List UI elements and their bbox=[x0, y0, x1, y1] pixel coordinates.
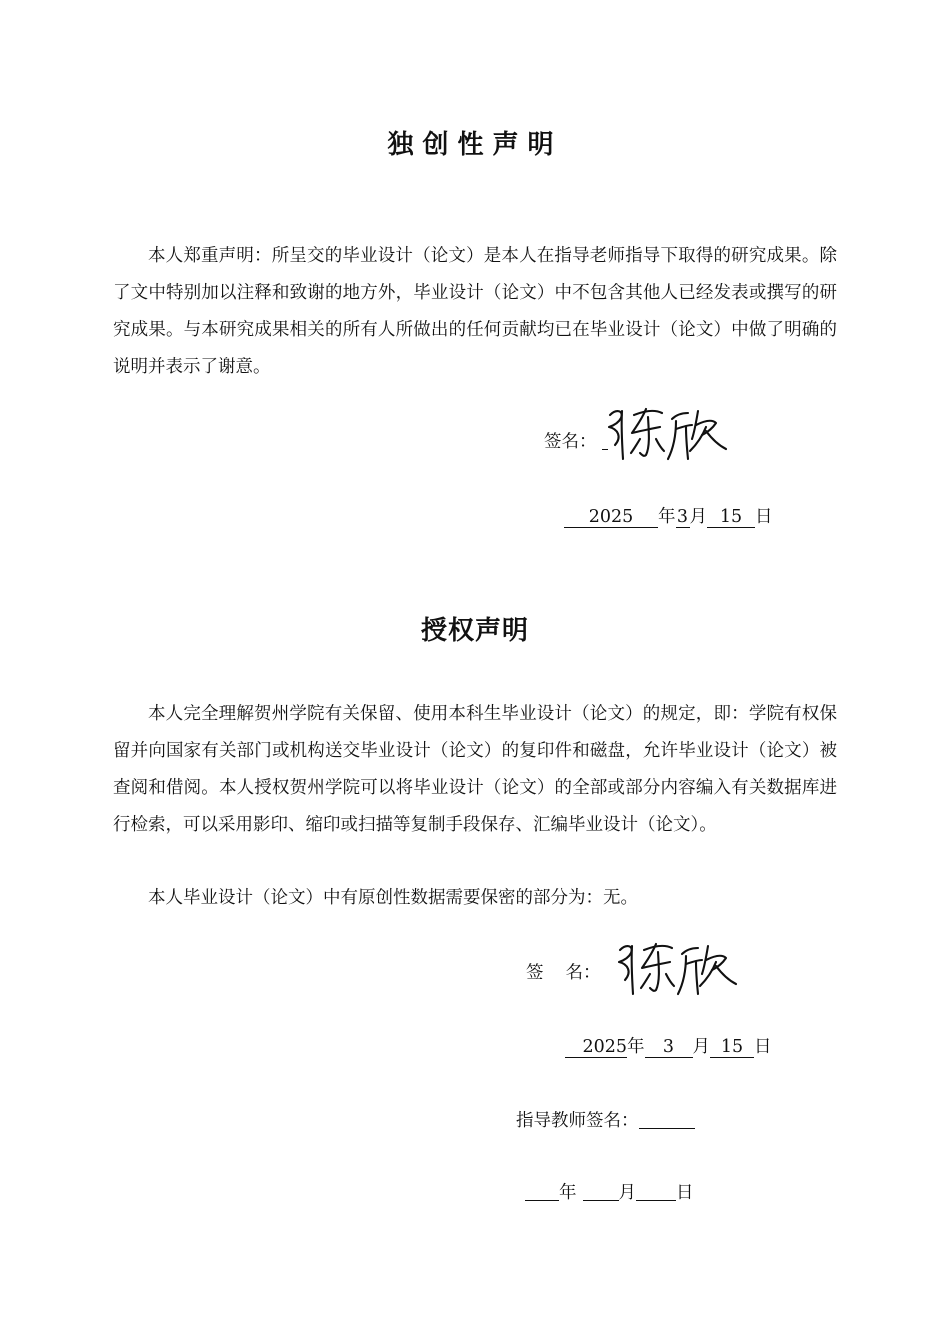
advisor-date-year-unit: 年 bbox=[559, 1183, 577, 1203]
authorization-confidential: 本人毕业设计（论文）中有原创性数据需要保密的部分为：无。 bbox=[148, 888, 638, 908]
advisor-date-month-unit: 月 bbox=[618, 1183, 636, 1203]
authorization-date-year-unit: 年 bbox=[627, 1037, 645, 1057]
advisor-signature-blank bbox=[639, 1108, 695, 1129]
authorization-date-year: 2025 bbox=[565, 1037, 627, 1058]
advisor-signature-row bbox=[516, 1107, 695, 1132]
originality-body: 本人郑重声明：所呈交的毕业设计（论文）是本人在指导老师指导下取得的研究成果。除了文中特别加以注释和致谢的地方外，毕业设计（论文）中不包含其他人已经发表或撰写的研究成果。与本研究成果相关的所有人所做出的任何贡献均已在毕业设计（论文）中做了明确的说明并表示了谢意。 bbox=[113, 246, 837, 377]
authorization-date bbox=[565, 1033, 772, 1058]
advisor-date-month-blank bbox=[583, 1180, 619, 1201]
authorization-body: 本人完全理解贺州学院有关保留、使用本科生毕业设计（论文）的规定，即：学院有权保留并向国家有关部门或机构送交毕业设计（论文）的复印件和磁盘，允许毕业设计（论文）被查阅和借阅。本人授权贺州学院可以将毕业设计（论文）的全部或部分内容编入有关数据库进行检索，可以采用影印、缩印或扫描等复制手段保存、汇编毕业设计（论文）。 bbox=[113, 704, 837, 835]
originality-date-year-unit: 年 bbox=[658, 507, 676, 527]
originality-date-day-unit: 日 bbox=[755, 507, 773, 527]
advisor-date-day-unit: 日 bbox=[676, 1183, 694, 1203]
authorization-date-month: 3 bbox=[645, 1037, 693, 1058]
advisor-signature-label: 指导教师签名： bbox=[516, 1111, 639, 1131]
advisor-date bbox=[525, 1179, 694, 1204]
authorization-signature-label-b: 名： bbox=[565, 963, 601, 983]
originality-date-day: 15 bbox=[707, 507, 755, 528]
authorization-date-day: 15 bbox=[710, 1037, 754, 1058]
authorization-signature-label bbox=[526, 959, 601, 984]
originality-date-month: 3 bbox=[676, 507, 689, 527]
originality-date-year: 2025 bbox=[564, 507, 658, 528]
authorization-title: 授权声明 bbox=[420, 616, 529, 646]
advisor-date-year-blank bbox=[525, 1180, 559, 1201]
authorization-signature-label-a: 签 bbox=[526, 963, 544, 983]
authorization-date-month-unit: 月 bbox=[692, 1037, 710, 1057]
authorization-handwritten-signature bbox=[616, 938, 740, 998]
originality-title: 独创性声明 bbox=[387, 130, 563, 160]
originality-date bbox=[564, 503, 773, 528]
originality-signature-label: 签名： bbox=[544, 432, 597, 452]
originality-date-month-unit: 月 bbox=[689, 507, 707, 527]
originality-handwritten-signature bbox=[606, 403, 730, 463]
advisor-date-day-blank bbox=[636, 1180, 676, 1201]
authorization-date-day-unit: 日 bbox=[754, 1037, 772, 1057]
